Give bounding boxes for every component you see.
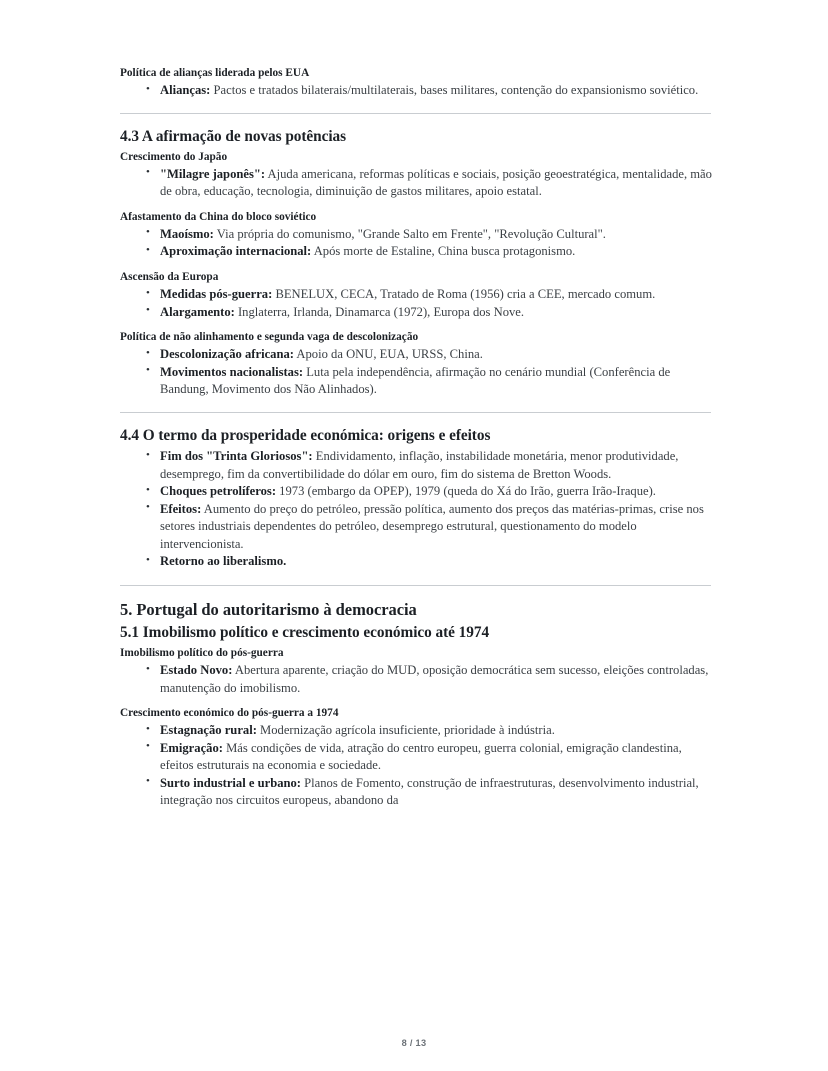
heading-4-3: 4.3 A afirmação de novas potências: [120, 127, 347, 145]
spacer: [120, 570, 712, 585]
list-item: [120, 553, 712, 570]
subheading-nao-alinhamento: Política de não alinhamento e segunda vaga de descolonização: [120, 330, 419, 343]
spacer: [120, 321, 712, 330]
list-item-lead: Estado Novo:: [160, 663, 233, 678]
list-item-text: Via própria do comunismo, "Grande Salto em Frente", "Revolução Cultural".: [213, 226, 606, 241]
list-item-text: Apoio da ONU, EUA, URSS, China.: [293, 347, 483, 362]
spacer: [120, 114, 712, 127]
list-item: [120, 304, 712, 321]
list-item: [120, 501, 712, 553]
list-item-text: BENELUX, CECA, Tratado de Roma (1956) cria a CEE, mercado comum.: [272, 287, 656, 302]
list-item-lead: "Milagre japonês":: [160, 166, 266, 181]
subheading-aliancas: Política de alianças liderada pelos EUA: [120, 67, 310, 79]
subheading-imobilismo-politico: Imobilismo político do pós-guerra: [120, 647, 284, 660]
spacer: [120, 697, 712, 706]
list-item-lead: Maoísmo:: [160, 226, 214, 241]
subheading-crescimento-japao: Crescimento do Japão: [120, 150, 228, 163]
list-item: [120, 448, 712, 483]
heading-5: 5. Portugal do autoritarismo à democracia: [120, 600, 417, 620]
list-item: [120, 226, 712, 243]
list-item-lead: Descolonização africana:: [160, 347, 294, 362]
list-item-text: Modernização agrícola insuficiente, prioridade à indústria.: [256, 723, 555, 738]
list-item-lead: Movimentos nacionalistas:: [160, 364, 304, 379]
list-item-text: Más condições de vida, atração do centro europeu, guerra colonial, emigração clandestina, efeitos estruturais na economia e sociedade.: [160, 740, 682, 773]
list-item-text: Aumento do preço do petróleo, pressão política, aumento dos preços das matérias-primas, crise nos setores industriais dependentes do petróleo, desemprego estrutural, questionamento do modelo intervencionista.: [160, 501, 704, 551]
spacer: [120, 586, 712, 599]
list-item: [120, 243, 712, 260]
list-crescimento-japao: [120, 166, 712, 201]
list-item-text: Pactos e tratados bilaterais/multilaterais, bases militares, contenção do expansionismo soviético.: [210, 83, 699, 98]
list-item-text: Abertura aparente, criação do MUD, oposição democrática sem sucesso, eleições controladas, manutenção do imobilismo.: [160, 663, 709, 695]
spacer: [120, 261, 712, 270]
list-item-lead: Retorno ao liberalismo.: [160, 554, 287, 568]
subheading-ascensao-europa: Ascensão da Europa: [120, 270, 219, 283]
list-aliancas: [120, 82, 712, 99]
list-item: [120, 82, 712, 99]
list-item-lead: Surto industrial e urbano:: [160, 775, 302, 790]
list-crescimento-economico: [120, 722, 712, 809]
list-item-text: 1973 (embargo da OPEP), 1979 (queda do Xá do Irão, guerra Irão-Iraque).: [276, 484, 656, 499]
list-item-text: Inglaterra, Irlanda, Dinamarca (1972), Europa dos Nove.: [234, 304, 525, 319]
list-item-text: Ajuda americana, reformas políticas e sociais, posição geoestratégica, mentalidade, mão de obra, educação, tecnologia, diminuição de gastos militares, apoio estatal.: [160, 166, 712, 199]
spacer: [120, 413, 712, 426]
list-item: [120, 166, 712, 201]
heading-5-1: 5.1 Imobilismo político e crescimento económico até 1974: [120, 624, 490, 642]
list-item-lead: Alargamento:: [160, 304, 235, 319]
list-nao-alinhamento: [120, 346, 712, 398]
list-item-text: Luta pela independência, afirmação no cenário mundial (Conferência de Bandung, Movimento dos Não Alinhados).: [160, 364, 671, 397]
list-item-text: Planos de Fomento, construção de infraestruturas, desenvolvimento industrial, integração nos circuitos europeus, abandono da: [160, 775, 699, 808]
page-number-label: 8 / 13: [401, 1038, 427, 1048]
list-ascensao-europa: [120, 286, 712, 321]
list-imobilismo-politico: [120, 662, 712, 697]
list-item: [120, 722, 712, 739]
list-item: [120, 483, 712, 500]
list-item: [120, 662, 712, 697]
list-4-4: [120, 448, 712, 570]
spacer: [120, 100, 712, 113]
list-item-text: Após morte de Estaline, China busca protagonismo.: [311, 244, 576, 259]
list-item: [120, 740, 712, 775]
list-item: [120, 346, 712, 363]
list-item-lead: Estagnação rural:: [160, 723, 257, 738]
list-item: [120, 775, 712, 810]
list-item-lead: Choques petrolíferos:: [160, 484, 277, 499]
list-item: [120, 364, 712, 399]
list-item-lead: Efeitos:: [160, 501, 202, 516]
list-item: [120, 286, 712, 303]
subheading-afastamento-china: Afastamento da China do bloco soviético: [120, 210, 317, 223]
page-footer: [0, 1038, 828, 1048]
list-item-lead: Medidas pós-guerra:: [160, 287, 273, 302]
spacer: [120, 201, 712, 210]
list-afastamento-china: [120, 226, 712, 261]
list-item-text: Endividamento, inflação, instabilidade monetária, menor produtividade, desemprego, fim da convertibilidade do dólar em ouro, fim do sistema de Bretton Woods.: [160, 449, 679, 481]
document-content: [120, 66, 712, 810]
list-item-lead: Alianças:: [160, 83, 211, 98]
list-item-lead: Aproximação internacional:: [160, 244, 312, 259]
heading-4-4: 4.4 O termo da prosperidade económica: origens e efeitos: [120, 426, 491, 444]
list-item-lead: Emigração:: [160, 740, 223, 755]
subheading-crescimento-economico: Crescimento económico do pós-guerra a 1974: [120, 707, 339, 720]
spacer: [120, 399, 712, 412]
list-item-lead: Fim dos "Trinta Gloriosos":: [160, 449, 313, 464]
